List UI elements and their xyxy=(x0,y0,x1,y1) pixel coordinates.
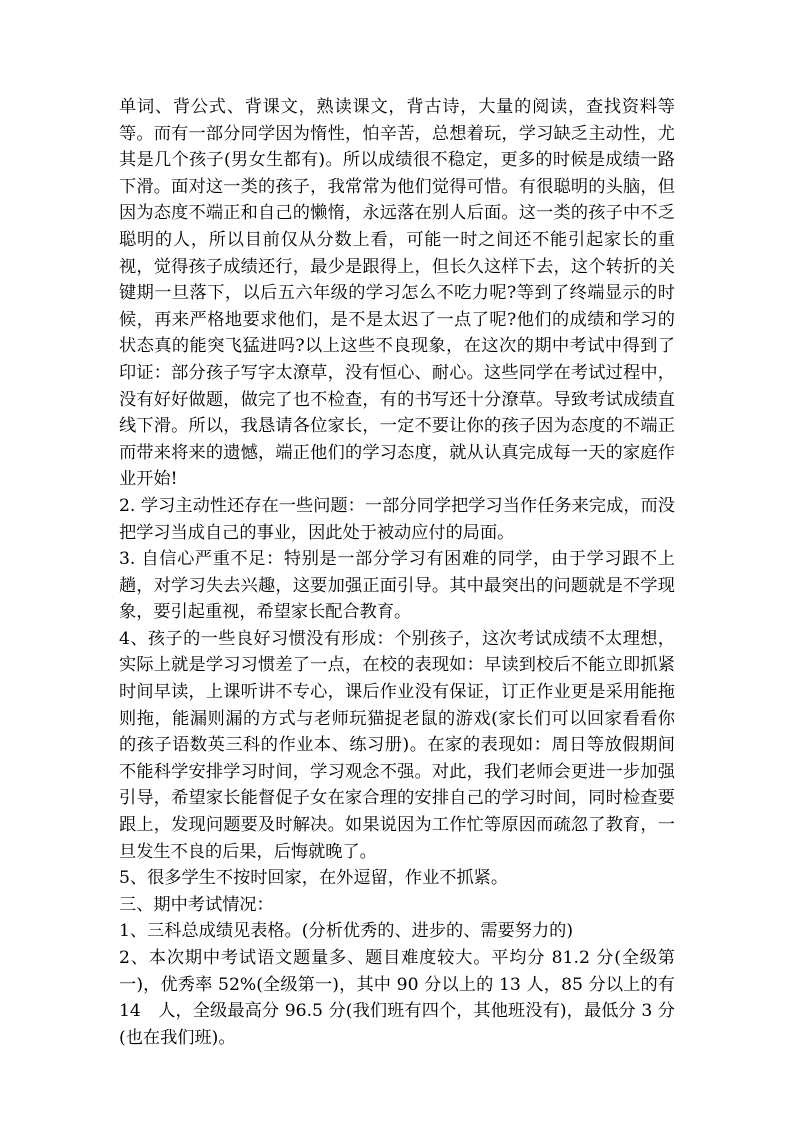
paragraph-self-confidence: 3. 自信心严重不足：特别是一部分学习有困难的同学，由于学习跟不上趟，对学习失去兴趣，这要加强正面引导。其中最突出的问题就是不学现象，要引起重视，希望家长配合教育。 xyxy=(119,549,675,623)
paragraph-good-habits: 4、孩子的一些良好习惯没有形成：个别孩子，这次考试成绩不太理想，实际上就是学习习惯差了一点，在校的表现如：早读到校后不能立即抓紧时间早读，上课听讲不专心，课后作业没有保证，订正作业更是采用能拖则拖，能漏则漏的方式与老师玩猫捉老鼠的游戏(家长们可以回家看看你的孩子语数英三科的作业本、练习册)。在家的表现如：周日等放假期间不能科学安排学习时间，学习观念不强。对此，我们老师会更进一步加强引导，希望家长能督促子女在家合理的安排自己的学习时间，同时检查要跟上，发现问题要及时解决。如果说因为工作忙等原因而疏忽了教育，一旦发生不良的后果，后悔就晚了。 xyxy=(119,628,675,862)
section-heading-midterm: 三、期中考试情况： xyxy=(119,894,274,915)
paragraph-study-attitude: 单词、背公式、背课文，熟读课文，背古诗，大量的阅读，查找资料等等。而有一部分同学因为惰性，怕辛苦，总想着玩，学习缺乏主动性，尤其是几个孩子(男女生都有)。所以成绩很不稳定，更多的时候是成绩一路下滑。面对这一类的孩子，我常常为他们觉得可惜。有很聪明的头脑，但因为态度不端正和自己的懒惰，永远落在别人后面。这一类的孩子中不乏聪明的人，所以目前仅从分数上看，可能一时之间还不能引起家长的重视，觉得孩子成绩还行，最少是跟得上，但长久这样下去，这个转折的关键期一旦落下，以后五六年级的学习怎么不吃力呢?等到了终端显示的时候，再来严格地要求他们，是不是太迟了一点了呢?他们的成绩和学习的状态真的能突飞猛进吗?以上这些不良现象，在这次的期中考试中得到了印证：部分孩子写字太潦草，没有恒心、耐心。这些同学在考试过程中，没有好好做题，做完了也不检查，有的书写还十分潦草。导致考试成绩直线下滑。所以，我恳请各位家长，一定不要让你的孩子因为态度的不端正而带来将来的遗憾，端正他们的学习态度，就从认真完成每一天的家庭作业开始! xyxy=(119,97,675,490)
document-page xyxy=(119,94,675,1051)
paragraph-learning-initiative: 2. 学习主动性还存在一些问题：一部分同学把学习当作任务来完成，而没把学习当成自己的事业，因此处于被动应付的局面。 xyxy=(119,495,675,543)
paragraph-going-home-late: 5、很多学生不按时回家，在外逗留，作业不抓紧。 xyxy=(119,868,509,889)
section-item-chinese-results: 2、本次期中考试语文题量多、题目难度较大。平均分 81.2 分(全级第一)，优秀率 52%(全级第一)，其中 90 分以上的 13 人，85 分以上的有 14 人，全级最高分 96.5 分(我们班有四个，其他班没有)，最低分 3 分(也在我们班)。 xyxy=(119,948,675,1048)
section-item-total-scores: 1、三科总成绩见表格。(分析优秀的、进步的、需要努力的) xyxy=(119,921,574,942)
